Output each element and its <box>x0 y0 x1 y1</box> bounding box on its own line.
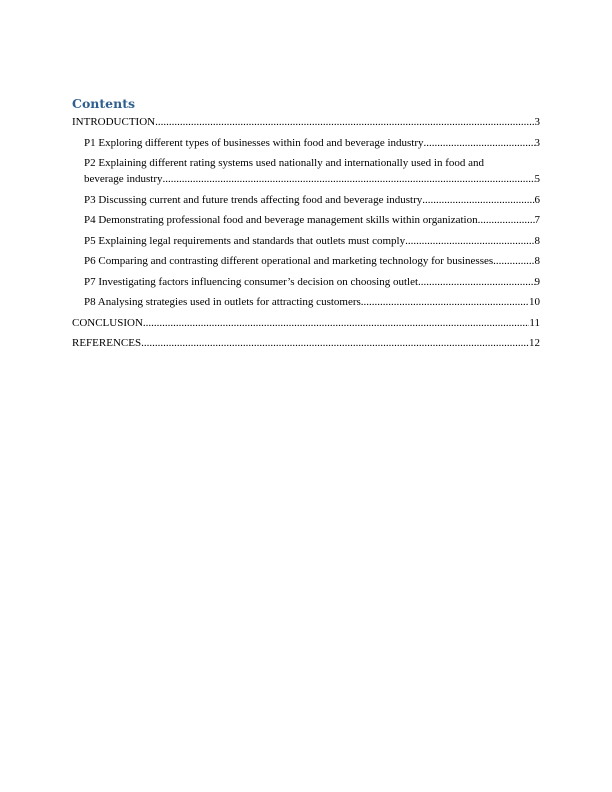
toc-entry-text-line2: beverage industry <box>84 173 163 185</box>
toc-entry-page: 8 <box>534 234 540 247</box>
toc-heading: Contents <box>72 96 136 111</box>
toc-entry-text: P5 Explaining legal requirements and standards that outlets must comply <box>84 234 406 247</box>
toc-entry-page: 7 <box>534 214 540 226</box>
toc-entry-p5[interactable] <box>72 233 540 249</box>
dot-leader <box>422 192 534 208</box>
toc-entry-page: 5 <box>534 173 540 185</box>
dot-leader <box>493 253 534 269</box>
toc-entry-p1[interactable] <box>72 135 540 151</box>
toc-entry-p3[interactable] <box>72 192 540 208</box>
dot-leader <box>361 294 529 310</box>
dot-leader <box>143 315 530 331</box>
toc-entry-page: 6 <box>534 193 540 206</box>
toc-entry-page: 12 <box>529 337 540 349</box>
dot-leader <box>418 274 534 290</box>
toc-entry-p7[interactable] <box>72 274 540 290</box>
toc-entry-text: REFERENCES <box>72 337 142 349</box>
dot-leader <box>163 171 535 187</box>
toc-entry-p6[interactable] <box>72 253 540 269</box>
table-of-contents <box>72 96 540 356</box>
dot-leader <box>424 135 535 151</box>
toc-entry-text-line1: P2 Explaining different rating systems used nationally and internationally used in food and <box>84 157 484 169</box>
toc-entry-page: 11 <box>529 316 540 329</box>
toc-entry-references[interactable] <box>72 335 540 351</box>
dot-leader <box>478 212 535 228</box>
toc-entry-page: 3 <box>534 136 540 149</box>
dot-leader <box>405 233 534 249</box>
toc-entry-p2[interactable] <box>72 155 540 187</box>
toc-entry-text: CONCLUSION <box>72 316 143 329</box>
toc-entry-text: INTRODUCTION <box>72 116 156 128</box>
toc-entry-p8[interactable] <box>72 294 540 310</box>
toc-entry-page: 9 <box>534 275 540 288</box>
toc-entry-p4[interactable] <box>72 212 540 228</box>
dot-leader <box>155 114 534 130</box>
toc-entry-text: P7 Investigating factors influencing consumer’s decision on choosing outlet <box>84 275 419 288</box>
dot-leader <box>141 335 529 351</box>
toc-entry-text: P6 Comparing and contrasting different operational and marketing technology for businesses <box>84 255 494 267</box>
toc-entry-text: P4 Demonstrating professional food and beverage management skills within organization <box>84 214 478 226</box>
toc-entry-introduction[interactable] <box>72 114 540 130</box>
toc-entry-page: 10 <box>529 296 540 308</box>
toc-entry-text: P1 Exploring different types of businesses within food and beverage industry <box>84 136 424 149</box>
toc-entry-text: P8 Analysing strategies used in outlets for attracting customers <box>84 296 361 308</box>
toc-entry-text: P3 Discussing current and future trends affecting food and beverage industry <box>84 193 423 206</box>
toc-entry-page: 8 <box>534 255 540 267</box>
toc-entry-conclusion[interactable] <box>72 315 540 331</box>
toc-entry-page: 3 <box>534 116 540 128</box>
